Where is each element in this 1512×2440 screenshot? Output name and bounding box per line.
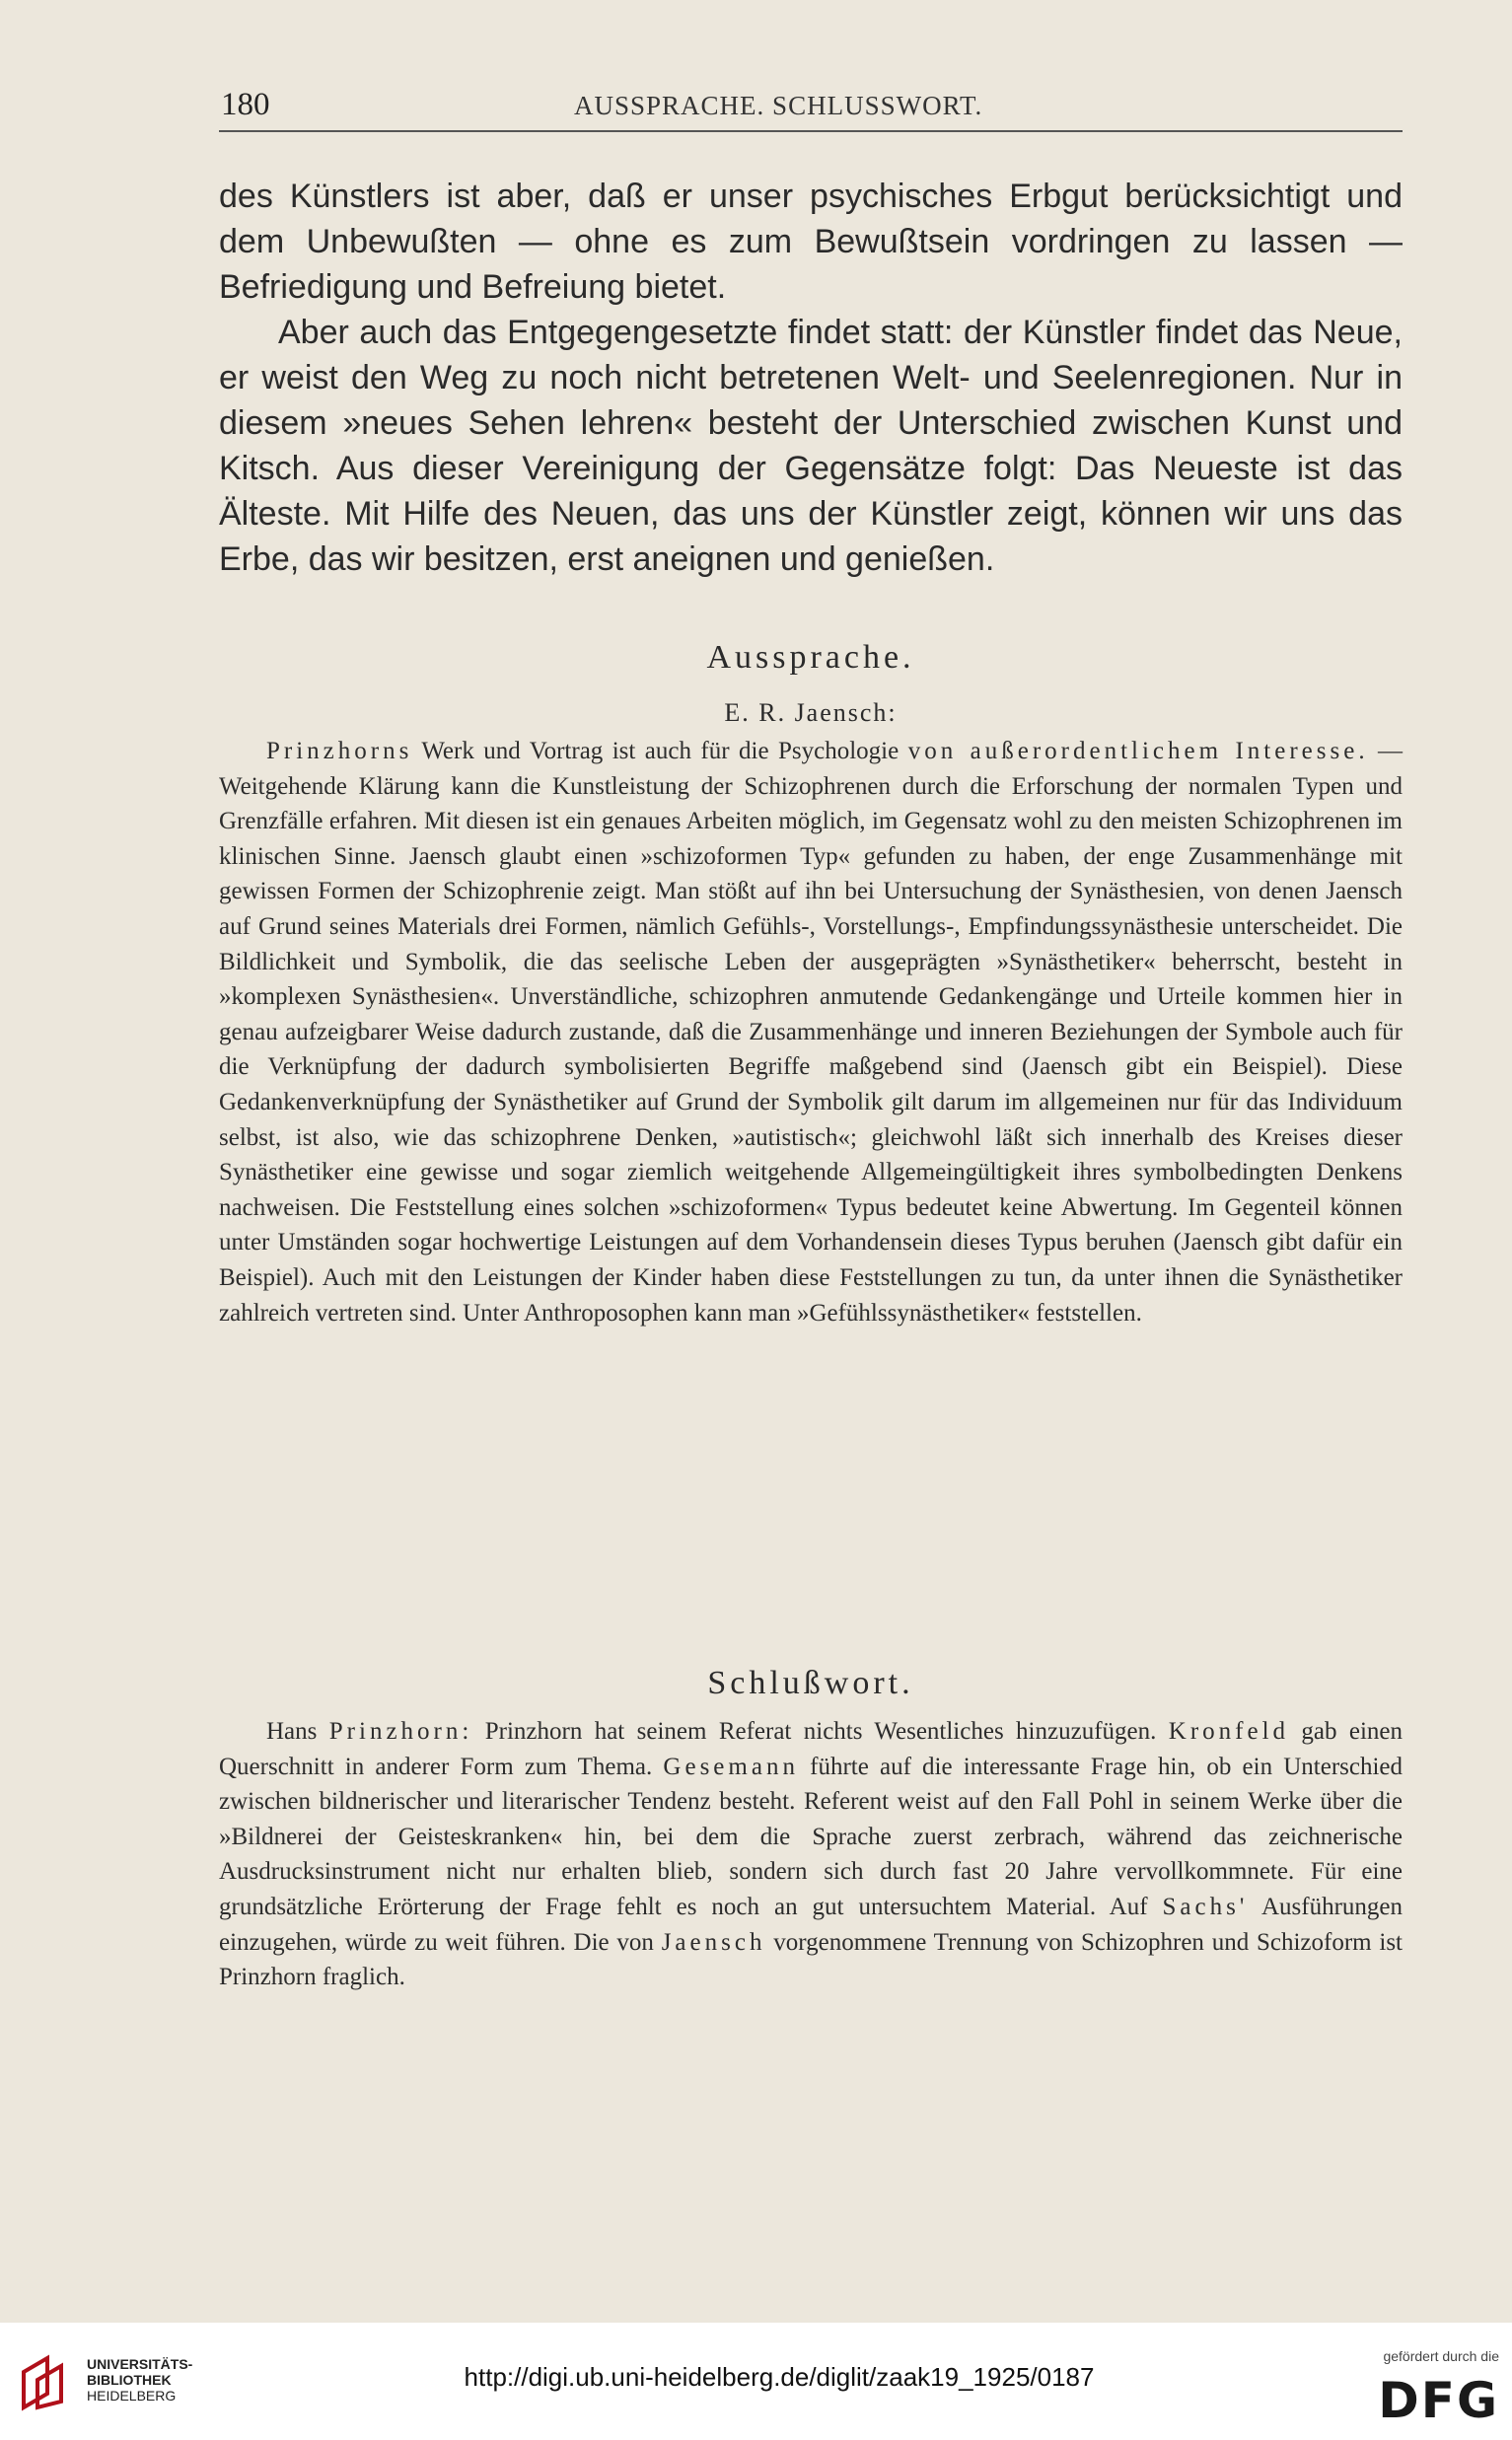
intro-text	[219, 174, 1403, 582]
name-jaensch: Jaensch	[661, 1928, 766, 1956]
aussprache-emphasis: von außerordentlichem Interesse.	[907, 738, 1369, 764]
running-head: AUSSPRACHE. SCHLUSSWORT.	[574, 91, 983, 120]
library-line-3: HEIDELBERG	[87, 2388, 177, 2404]
schlusswort-speaker-first: Hans	[266, 1718, 318, 1745]
intro-paragraph-1: des Künstlers ist aber, daß er unser psychisches Erbgut berücksichtigt und dem Unbewußten — ohne es zum Bewußtsein vordringen zu lassen — Befriedigung und Befreiung bietet.	[219, 178, 1403, 306]
schlusswort-sentence-3: führte auf die interessante Frage hin, ob ein Unterschied zwischen bildnerischer und literarischer Tendenz besteht. Referent weist auf den Fall Pohl in seinem Werke über die »Bildnerei der Geisteskranken« hin, bei dem die Sprache zuerst zerbrach, während das zeichnerische Ausdrucksinstrument nicht nur erhalten blieb, sondern sich durch fast 20 Jahre vervollkommnete. Für eine grundsätzliche Erörterung der Frage fehlt es noch an gut untersuchtem Material. Auf	[219, 1753, 1404, 1920]
intro-paragraph-2: Aber auch das Entgegengesetzte findet statt: der Künstler findet das Neue, er weist den Weg zu noch nicht betretenen Welt- und Seelenregionen. Nur in diesem »neues Sehen lehren« besteht der Unterschied zwischen Kunst und Kitsch. Aus dieser Vereinigung der Gegensätze folgt: Das Neueste ist das Älteste. Mit Hilfe des Neuen, das uns der Künstler zeigt, können wir uns das Erbe, das wir besitzen, erst aneignen und genießen.	[219, 314, 1403, 578]
dfg-logo-icon[interactable]: DFG	[1378, 2372, 1499, 2429]
header-rule	[219, 130, 1403, 132]
schlusswort-heading: Schlußwort.	[707, 1665, 914, 1701]
library-line-1: UNIVERSITÄTS-	[87, 2356, 193, 2372]
permalink-url[interactable]: http://digi.ub.uni-heidelberg.de/diglit/zaak19_1925/0187	[464, 2362, 1095, 2392]
aussprache-heading: Aussprache.	[706, 639, 915, 676]
schlusswort-speaker-last: Prinzhorn:	[328, 1718, 473, 1745]
library-name	[87, 2356, 192, 2404]
page-number: 180	[221, 87, 270, 122]
name-gesemann: Gesemann	[663, 1753, 799, 1780]
footer-bar	[0, 2323, 1512, 2440]
schlusswort-sentence-1: Prinzhorn hat seinem Referat nichts Wesentliches hinzuzufügen.	[484, 1718, 1157, 1745]
library-line-2: BIBLIOTHEK	[87, 2372, 172, 2388]
name-sachs: Sachs'	[1162, 1893, 1249, 1920]
schlusswort-paragraph	[219, 1714, 1403, 1995]
page-header	[219, 87, 1403, 136]
sponsor-note: gefördert durch die	[1383, 2348, 1499, 2364]
aussprache-text	[219, 734, 1403, 1330]
schlusswort-text	[219, 1714, 1403, 1995]
schlusswort-sentence-5: vorgenommene Trennung von Schizophren und Schizoform ist Prinzhorn fraglich.	[219, 1928, 1404, 1991]
aussprache-paragraph	[219, 734, 1403, 1330]
aussprache-name: Prinzhorns	[266, 738, 413, 764]
schlusswort-sentence-2: gab einen Querschnitt in anderer Form zum Thema.	[219, 1718, 1404, 1780]
aussprache-lead: Werk und Vortrag ist auch für die Psychologie	[421, 738, 900, 764]
schlusswort-sentence-4: Ausführungen einzugehen, würde zu weit führen. Die von	[219, 1893, 1404, 1956]
name-kronfeld: Kronfeld	[1168, 1718, 1290, 1745]
aussprache-body: — Weitgehende Klärung kann die Kunstleistung der Schizophrenen durch die Erforschung der normalen Typen und Grenzfälle erfahren. Mit diesen ist ein genaues Arbeiten möglich, im Gegensatz wohl zu den meisten Schizophrenen im klinischen Sinne. Jaensch glaubt einen »schizoformen Typ« gefunden zu haben, der enge Zusammenhänge mit gewissen Formen der Schizophrenie zeigt. Man stößt auf ihn bei Untersuchung der Synästhesien, von denen Jaensch auf Grund seines Materials drei Formen, nämlich Gefühls-, Vorstellungs-, Empfindungssynästhesie unterscheidet. Die Bildlichkeit und Symbolik, die das seelische Leben der ausgeprägten »Synästhetiker« beherrscht, besteht in »komplexen Synästhesien«. Unverständliche, schizophren anmutende Gedankengänge und Urteile kommen hier in genau aufzeigbarer Weise dadurch zustande, daß die Zusammenhänge und inneren Beziehungen der Symbole auch für die Verknüpfung der dadurch symbolisierten Begriffe maßgebend sind (Jaensch gibt ein Beispiel). Diese Gedankenverknüpfung der Synästhetiker auf Grund der Symbolik gilt darum im allgemeinen nur für das Individuum selbst, ist also, wie das schizophrene Denken, »autistisch«; gleichwohl läßt sich innerhalb des Kreises dieser Synästhetiker eine gewisse und sogar ziemlich weitgehende Allgemeingültigkeit ihres symbolbedingten Denkens nachweisen. Die Feststellung eines solchen »schizoformen« Typus bedeutet keine Abwertung. Im Gegenteil können unter Umständen sogar hochwertige Leistungen auf dem Vorhandensein dieses Typus beruhen (Jaensch gibt dafür ein Beispiel). Auch mit den Leistungen der Kinder haben diese Feststellungen zu tun, da unter ihnen die Synästhetiker zahlreich vertreten sind. Unter Anthroposophen kann man »Gefühlssynästhetiker« feststellen.	[219, 738, 1404, 1327]
library-logo-icon[interactable]	[18, 2352, 79, 2417]
aussprache-speaker: E. R. Jaensch:	[724, 698, 898, 727]
